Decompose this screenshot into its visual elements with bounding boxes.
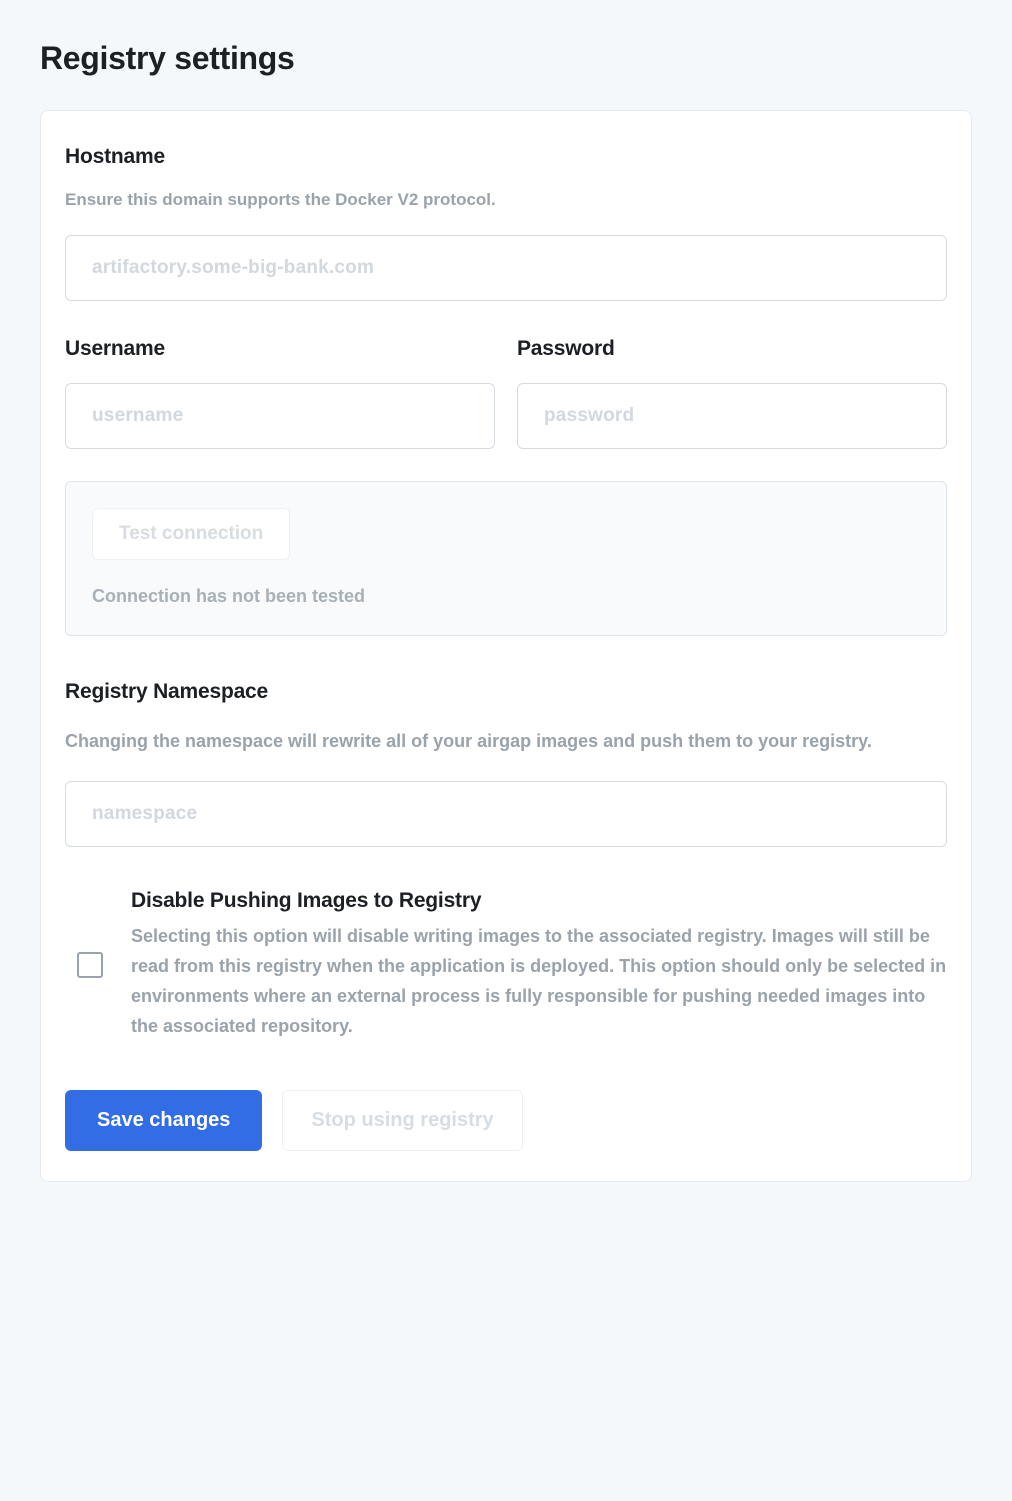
username-field-group xyxy=(65,337,495,449)
stop-using-registry-button[interactable]: Stop using registry xyxy=(282,1090,522,1151)
test-connection-panel xyxy=(65,481,947,636)
hostname-input[interactable] xyxy=(65,235,947,301)
password-label: Password xyxy=(517,337,615,361)
disable-push-row xyxy=(65,889,947,1042)
hostname-help-text: Ensure this domain supports the Docker V2 protocol. xyxy=(65,190,496,209)
disable-push-description: Selecting this option will disable writing images to the associated registry. Images will still be read from this registry when the application is deployed. This option should only be selected in environments where an external process is fully responsible for pushing needed images into the associated repository. xyxy=(131,925,947,1037)
registry-namespace-help-text: Changing the namespace will rewrite all of your airgap images and push them to your registry. xyxy=(65,731,872,752)
disable-push-checkbox[interactable] xyxy=(77,952,103,978)
password-input[interactable] xyxy=(517,383,947,449)
test-connection-status: Connection has not been tested xyxy=(92,586,366,607)
registry-namespace-label: Registry Namespace xyxy=(65,680,269,704)
registry-namespace-input[interactable] xyxy=(65,781,947,847)
save-changes-button[interactable]: Save changes xyxy=(65,1090,262,1151)
disable-push-title: Disable Pushing Images to Registry xyxy=(131,888,482,912)
form-actions xyxy=(65,1090,947,1151)
test-connection-button[interactable]: Test connection xyxy=(92,508,290,560)
page-title: Registry settings xyxy=(40,40,295,76)
username-label: Username xyxy=(65,337,165,361)
credentials-row xyxy=(65,337,947,449)
password-field-group xyxy=(517,337,947,449)
disable-push-body xyxy=(131,889,947,1042)
registry-settings-card xyxy=(40,110,972,1182)
username-input[interactable] xyxy=(65,383,495,449)
hostname-label: Hostname xyxy=(65,145,165,168)
